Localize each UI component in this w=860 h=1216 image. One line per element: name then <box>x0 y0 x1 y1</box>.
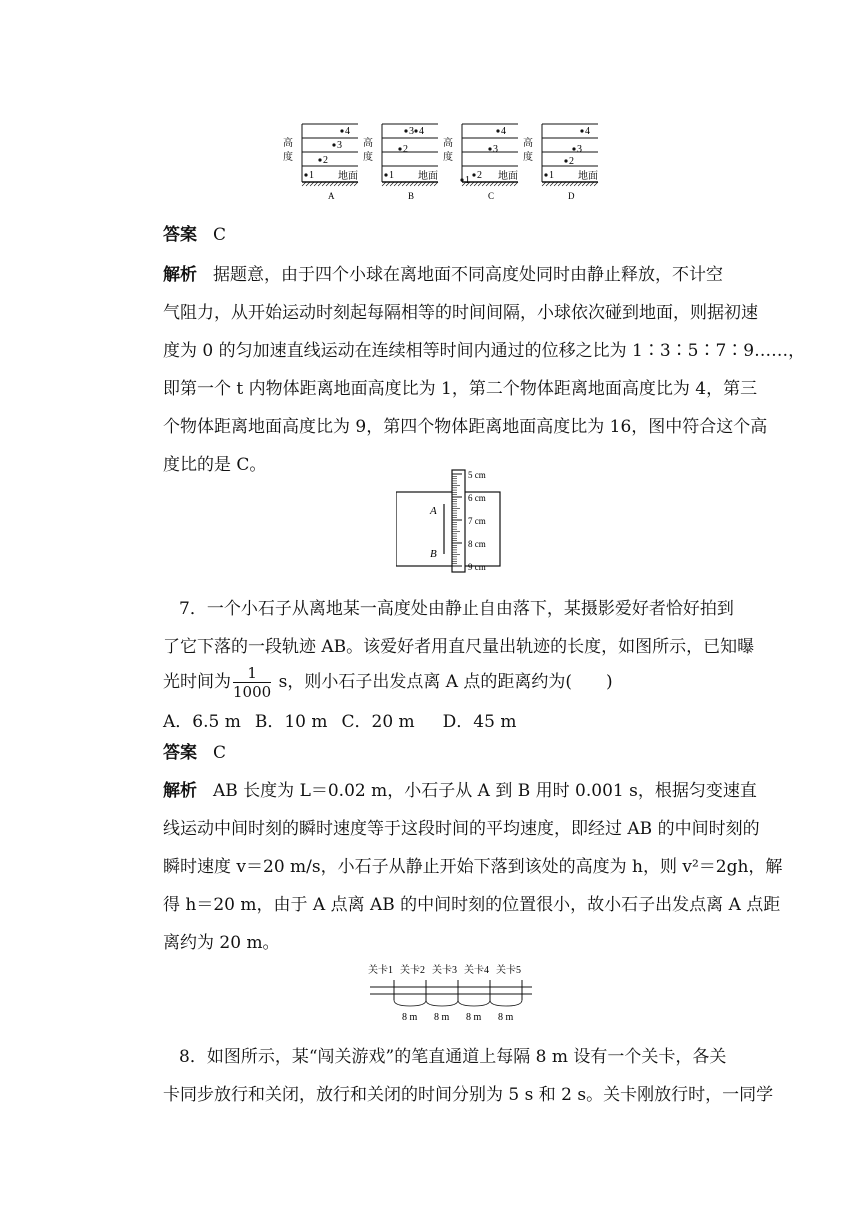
spacing-label: 8 m <box>466 1012 482 1023</box>
ball-label: 3 <box>409 126 414 137</box>
gates-svg <box>366 960 536 1026</box>
q7-analysis-line-4: 得 h＝20 m，由于 A 点离 AB 的中间时刻的位置很小，故小石子出发点离 A 点距 <box>163 895 781 915</box>
q7-analysis-line-1 <box>163 779 757 803</box>
ball-label: 1 <box>549 170 554 181</box>
q7-analysis-line-5: 离约为 20 m。 <box>163 933 280 953</box>
answer-value: C <box>213 225 227 245</box>
ball-dot <box>340 129 343 132</box>
ball-label: 3 <box>337 140 342 151</box>
height-label-bottom: 度 <box>523 152 533 163</box>
q6-analysis-line-2: 气阻力，从开始运动时刻起每隔相等的时间间隔，小球依次碰到地面，则据初速 <box>163 303 758 323</box>
q8-line-2: 卡同步放行和关闭，放行和关闭的时间分别为 5 s 和 2 s。关卡刚放行时，一同学 <box>163 1085 774 1105</box>
answer-label: 答案 <box>163 225 197 245</box>
ball-dot <box>332 143 335 146</box>
ball-label: 1 <box>465 175 470 186</box>
ball-dot <box>404 129 407 132</box>
spacing-brace <box>394 1000 426 1006</box>
panel-d <box>523 124 598 201</box>
gate-label: 关卡2 <box>400 965 425 976</box>
ball-label: 1 <box>309 170 314 181</box>
ground-label: 地面 <box>418 171 438 182</box>
ball-dot <box>488 147 491 150</box>
height-label-bottom: 度 <box>443 152 453 163</box>
spacing-brace <box>426 1000 458 1006</box>
ball-label: 4 <box>345 126 350 137</box>
q8-line-1: 8．如图所示，某“闯关游戏”的笔直通道上每隔 8 m 设有一个关卡，各关 <box>179 1047 727 1067</box>
ball-label: 3 <box>577 144 582 155</box>
q6-analysis-line-5: 个物体距离地面高度比为 9，第四个物体距离地面高度比为 16，图中符合这个高 <box>163 417 768 437</box>
option-d: D．45 m <box>442 712 517 732</box>
q7-line-3-pre: 光时间为 <box>163 672 231 692</box>
ball-dot <box>414 129 417 132</box>
panel-letter: C <box>488 191 495 201</box>
ball-dot <box>318 158 321 161</box>
panel-b <box>363 124 438 201</box>
ground-label: 地面 <box>498 171 518 182</box>
option-b: B．10 m <box>254 712 328 732</box>
spacing-label: 8 m <box>434 1012 450 1023</box>
gate-label: 关卡4 <box>464 965 489 976</box>
option-c: C．20 m <box>341 712 415 732</box>
ball-label: 3 <box>493 144 498 155</box>
ball-label: 2 <box>569 156 574 167</box>
q7-options <box>163 710 743 734</box>
spacing-brace <box>490 1000 522 1006</box>
ball-dot <box>580 129 583 132</box>
height-label-bottom: 度 <box>283 152 293 163</box>
panel-c <box>443 124 518 201</box>
spacing-label: 8 m <box>402 1012 418 1023</box>
ruler-tick-label: 7 cm <box>468 516 486 526</box>
ball-label: 2 <box>323 155 328 166</box>
option-a: A．6.5 m <box>163 712 241 732</box>
analysis-text: 据题意，由于四个小球在离地面不同高度处同时由静止释放，不计空 <box>213 265 723 285</box>
q6-analysis-line-4: 即第一个 t 内物体距离地面高度比为 1，第二个物体距离地面高度比为 4，第三 <box>163 379 758 399</box>
q6-analysis-line-3: 度为 0 的匀加速直线运动在连续相等时间内通过的位移之比为 1∶3∶5∶7∶9……， <box>163 341 806 361</box>
ball-dot <box>572 147 575 150</box>
q6-answer <box>163 223 743 247</box>
ball-label: 4 <box>419 126 424 137</box>
q7-analysis-line-3: 瞬时速度 v＝20 m/s，小石子从静止开始下落到该处的高度为 h，则 v²＝2gh，解 <box>163 857 783 877</box>
ruler-svg <box>396 466 526 576</box>
label-b: B <box>430 548 437 560</box>
ball-label: 4 <box>501 126 506 137</box>
photo-frame <box>396 492 500 566</box>
panel-a <box>283 124 358 201</box>
ball-dot <box>472 173 475 176</box>
fraction-denominator: 1000 <box>233 683 272 701</box>
q6-analysis-line-1 <box>163 263 743 287</box>
ball-dot <box>496 129 499 132</box>
ground-label: 地面 <box>578 171 598 182</box>
q7-answer <box>163 741 743 765</box>
spacing-brace <box>458 1000 490 1006</box>
answer-label: 答案 <box>163 743 197 763</box>
panel-letter: D <box>568 191 575 201</box>
panel-letter: B <box>408 191 415 201</box>
q7-analysis-line-2: 线运动中间时刻的瞬时速度等于这段时间的平均速度，即经过 AB 的中间时刻的 <box>163 819 760 839</box>
height-label-bottom: 度 <box>363 152 373 163</box>
q7-line-3-post: s，则小石子出发点离 A 点的距离约为( ) <box>273 672 613 692</box>
analysis-text: AB 长度为 L＝0.02 m，小石子从 A 到 B 用时 0.001 s，根据匀变速直 <box>213 781 757 801</box>
exposure-fraction <box>233 664 271 701</box>
ball-label: 2 <box>477 170 482 181</box>
answer-value: C <box>213 743 227 763</box>
analysis-label: 解析 <box>163 265 197 285</box>
ball-label: 2 <box>403 144 408 155</box>
label-a: A <box>430 505 437 517</box>
fraction-numerator: 1 <box>233 664 271 683</box>
ruler-tick-label: 5 cm <box>468 470 486 480</box>
ball-dot <box>398 147 401 150</box>
height-label-top: 高 <box>363 138 373 149</box>
ruler-tick-label: 6 cm <box>468 493 486 503</box>
gates-figure <box>366 960 536 1026</box>
ruler-tick-label: 9 cm <box>468 562 486 572</box>
q7-line-3 <box>163 664 743 701</box>
ball-dot <box>460 178 463 181</box>
falling-balls-svg <box>282 118 602 204</box>
ball-dot <box>384 173 387 176</box>
ground-label: 地面 <box>338 171 358 182</box>
q6-analysis-line-6: 度比的是 C。 <box>163 455 267 475</box>
panel-letter: A <box>328 191 335 201</box>
height-label-top: 高 <box>443 138 453 149</box>
ball-dot <box>544 173 547 176</box>
height-label-top: 高 <box>283 138 293 149</box>
ball-label: 1 <box>389 170 394 181</box>
q7-line-1: 7．一个小石子从离地某一高度处由静止自由落下，某摄影爱好者恰好拍到 <box>179 599 734 619</box>
gate-label: 关卡3 <box>432 965 457 976</box>
height-label-top: 高 <box>523 138 533 149</box>
ruler-figure <box>396 466 526 576</box>
analysis-label: 解析 <box>163 781 197 801</box>
ball-dot <box>564 159 567 162</box>
ball-label: 4 <box>585 126 590 137</box>
ruler-tick-label: 8 cm <box>468 539 486 549</box>
spacing-label: 8 m <box>498 1012 514 1023</box>
q7-line-2: 了它下落的一段轨迹 AB。该爱好者用直尺量出轨迹的长度，如图所示，已知曝 <box>163 637 755 657</box>
gate-label: 关卡5 <box>496 965 521 976</box>
ball-dot <box>304 173 307 176</box>
falling-balls-figure <box>282 118 602 204</box>
gate-label: 关卡1 <box>368 965 393 976</box>
